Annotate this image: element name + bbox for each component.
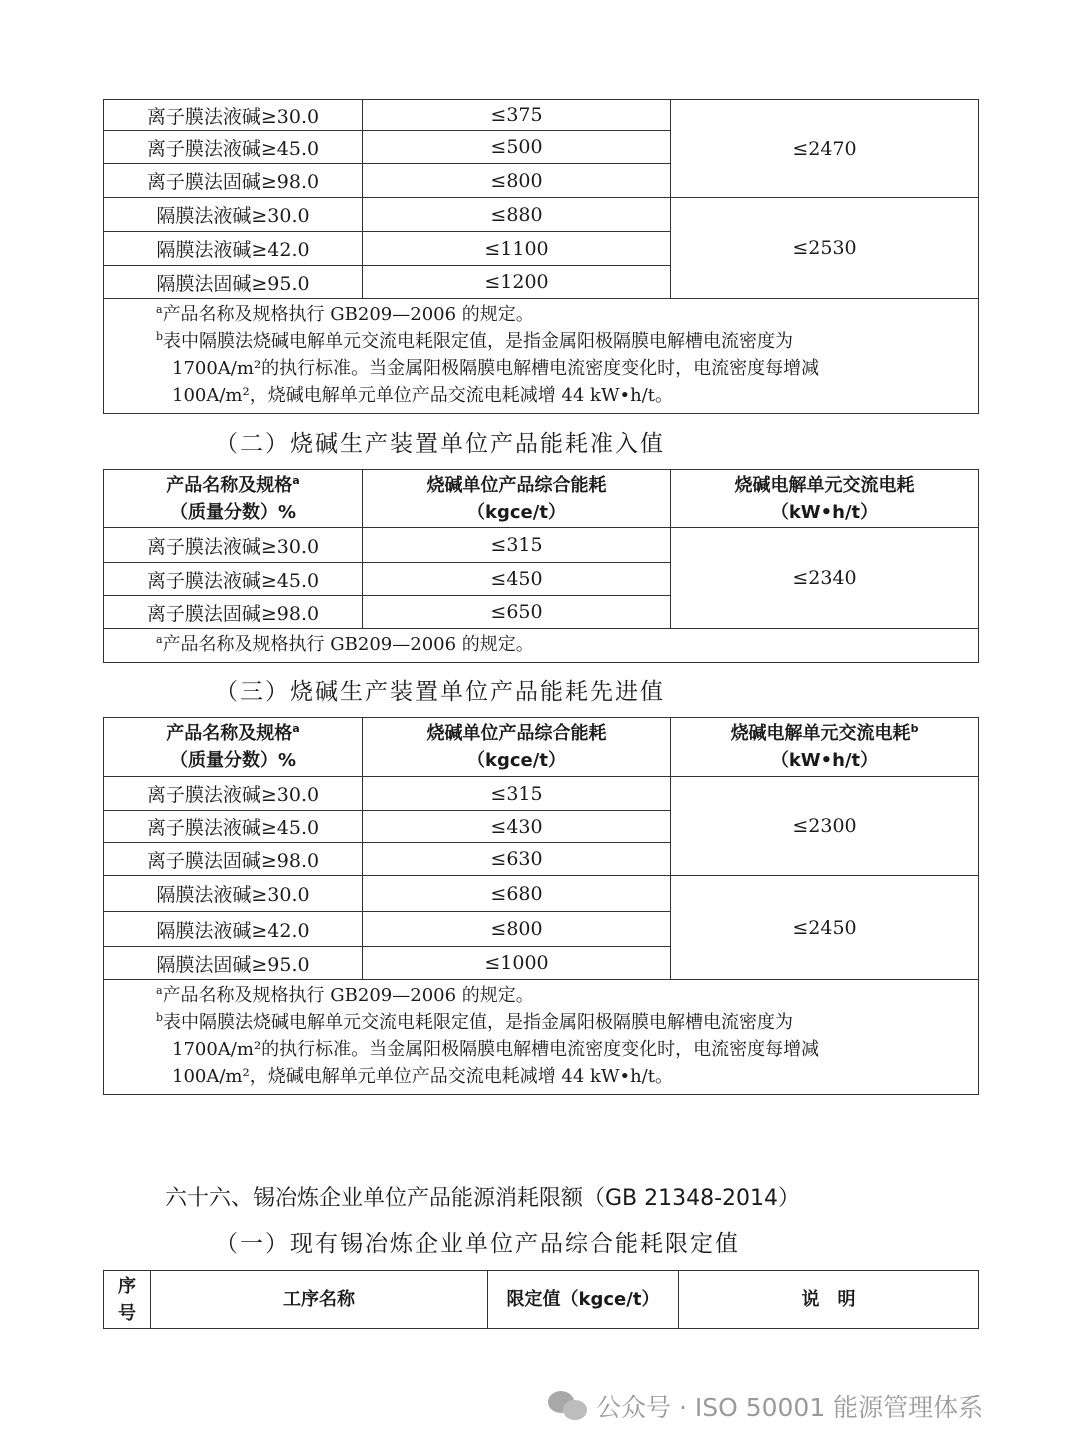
header-process-name: 工序名称 — [151, 1271, 488, 1329]
table-notes-row — [104, 980, 979, 1095]
note-b-line2: 1700A/m²的执行标准。当金属阳极隔膜电解槽电流密度变化时，电流密度每增减 — [172, 358, 820, 379]
section-heading-entry-values: （二）烧碱生产装置单位产品能耗准入值 — [215, 431, 665, 457]
note-b-line3: 100A/m²，烧碱电解单元单位产品交流电耗减增 44 kW•h/t。 — [172, 1066, 673, 1087]
table-notes: $^a$产品名称及规格执行 GB209—2006 的规定。 $^b$表中隔膜法烧碱电解单元交流电耗限定值，是指金属阳极隔膜电解槽电流密度为 1700A/m²的执行标准。当金属阳极隔膜电解槽电流密度变化时，电流密度每增减 100A/m²，烧碱电解单元单位产品交流电耗减增 44 kW•h/t。 — [104, 299, 979, 414]
power-merged-cell: ≤2450 — [671, 876, 979, 980]
energy-value-cell: ≤630 — [363, 843, 671, 876]
header-limit-value: 限定值（kgce/t） — [488, 1271, 679, 1329]
header-product-spec: 产品名称及规格$^a$ （质量分数）% — [104, 470, 363, 528]
note-a: 产品名称及规格执行 GB209—2006 的规定。 — [162, 634, 534, 655]
energy-value-cell: ≤1200 — [363, 266, 671, 299]
energy-value-cell: ≤1000 — [363, 947, 671, 980]
wechat-icon — [548, 1391, 588, 1421]
energy-value-cell: ≤1100 — [363, 232, 671, 266]
product-name-cell: 隔膜法固碱≥95.0 — [104, 266, 363, 299]
table-row — [104, 528, 979, 563]
table-row — [104, 777, 979, 811]
header-product-spec: 产品名称及规格$^a$ （质量分数）% — [104, 718, 363, 777]
energy-value-cell: ≤880 — [363, 198, 671, 232]
watermark — [548, 1388, 983, 1424]
header-description: 说 明 — [679, 1271, 979, 1329]
header-power-consumption: 烧碱电解单元交流电耗 （kW•h/t） — [671, 470, 979, 528]
section-heading-advanced-values: （三）烧碱生产装置单位产品能耗先进值 — [215, 679, 665, 705]
table-header-row — [104, 470, 979, 528]
energy-value-cell: ≤800 — [363, 164, 671, 198]
table-row — [104, 100, 979, 131]
product-name-cell: 离子膜法液碱≥45.0 — [104, 811, 363, 843]
note-b-line1: 表中隔膜法烧碱电解单元交流电耗限定值，是指金属阳极隔膜电解槽电流密度为 — [163, 1012, 794, 1033]
energy-value-cell: ≤430 — [363, 811, 671, 843]
product-name-cell: 隔膜法固碱≥95.0 — [104, 947, 363, 980]
table-advanced-values — [103, 717, 979, 1095]
table-notes: $^a$产品名称及规格执行 GB209—2006 的规定。 — [104, 629, 979, 663]
energy-value-cell: ≤450 — [363, 563, 671, 596]
energy-value-cell: ≤315 — [363, 777, 671, 811]
table-header-row — [104, 718, 979, 777]
table-notes: $^a$产品名称及规格执行 GB209—2006 的规定。 $^b$表中隔膜法烧碱电解单元交流电耗限定值，是指金属阳极隔膜电解槽电流密度为 1700A/m²的执行标准。当金属阳极隔膜电解槽电流密度变化时，电流密度每增减 100A/m²，烧碱电解单元单位产品交流电耗减增 44 kW•h/t。 — [104, 980, 979, 1095]
section-66-title: 六十六、锡冶炼企业单位产品能源消耗限额（GB 21348-2014） — [165, 1186, 801, 1211]
product-name-cell: 离子膜法液碱≥30.0 — [104, 777, 363, 811]
note-a: 产品名称及规格执行 GB209—2006 的规定。 — [162, 304, 534, 325]
power-merged-cell: ≤2340 — [671, 528, 979, 629]
note-b-line2: 1700A/m²的执行标准。当金属阳极隔膜电解槽电流密度变化时，电流密度每增减 — [172, 1039, 820, 1060]
product-name-cell: 离子膜法液碱≥30.0 — [104, 528, 363, 563]
energy-value-cell: ≤650 — [363, 596, 671, 629]
energy-value-cell: ≤315 — [363, 528, 671, 563]
header-energy-consumption: 烧碱单位产品综合能耗 （kgce/t） — [363, 718, 671, 777]
power-merged-cell: ≤2530 — [671, 198, 979, 299]
product-name-cell: 离子膜法液碱≥45.0 — [104, 563, 363, 596]
table-tin-smelting — [103, 1270, 979, 1329]
power-merged-cell: ≤2300 — [671, 777, 979, 876]
header-sequence-no: 序 号 — [104, 1271, 151, 1329]
table-entry-values — [103, 469, 979, 663]
note-a: 产品名称及规格执行 GB209—2006 的规定。 — [162, 985, 534, 1006]
energy-value-cell: ≤500 — [363, 131, 671, 164]
product-name-cell: 离子膜法固碱≥98.0 — [104, 164, 363, 198]
energy-value-cell: ≤375 — [363, 100, 671, 131]
product-name-cell: 离子膜法液碱≥30.0 — [104, 100, 363, 131]
note-b-line1: 表中隔膜法烧碱电解单元交流电耗限定值，是指金属阳极隔膜电解槽电流密度为 — [163, 331, 794, 352]
section-66-subtitle: （一）现有锡冶炼企业单位产品综合能耗限定值 — [215, 1231, 740, 1257]
product-name-cell: 隔膜法液碱≥30.0 — [104, 876, 363, 912]
product-name-cell: 隔膜法液碱≥42.0 — [104, 912, 363, 947]
power-merged-cell: ≤2470 — [671, 100, 979, 198]
product-name-cell: 离子膜法液碱≥45.0 — [104, 131, 363, 164]
table-notes-row — [104, 629, 979, 663]
product-name-cell: 隔膜法液碱≥30.0 — [104, 198, 363, 232]
product-name-cell: 隔膜法液碱≥42.0 — [104, 232, 363, 266]
table-row — [104, 198, 979, 232]
table-header-row — [104, 1271, 979, 1329]
note-b-line3: 100A/m²，烧碱电解单元单位产品交流电耗减增 44 kW•h/t。 — [172, 385, 673, 406]
table-limit-values — [103, 99, 979, 414]
product-name-cell: 离子膜法固碱≥98.0 — [104, 596, 363, 629]
table-row — [104, 876, 979, 912]
watermark-text: 公众号 · ISO 50001 能源管理体系 — [596, 1393, 984, 1422]
energy-value-cell: ≤680 — [363, 876, 671, 912]
header-energy-consumption: 烧碱单位产品综合能耗 （kgce/t） — [363, 470, 671, 528]
product-name-cell: 离子膜法固碱≥98.0 — [104, 843, 363, 876]
energy-value-cell: ≤800 — [363, 912, 671, 947]
table-notes-row — [104, 299, 979, 414]
header-power-consumption: 烧碱电解单元交流电耗$^b$ （kW•h/t） — [671, 718, 979, 777]
